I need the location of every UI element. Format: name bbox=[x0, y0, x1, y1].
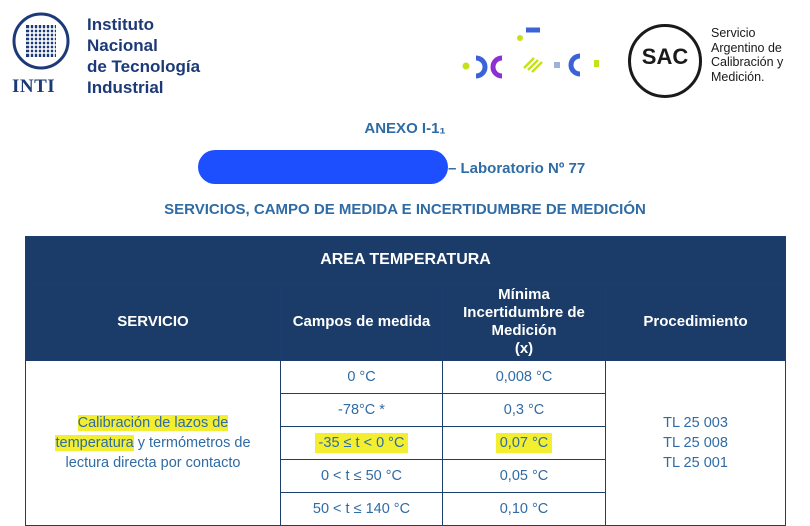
service-text: lectura directa por contacto bbox=[65, 455, 241, 471]
sac-name-line: Argentino de bbox=[711, 40, 782, 55]
inti-emblem-icon bbox=[12, 12, 70, 70]
procedure-code: TL 25 003 bbox=[663, 415, 728, 431]
inti-name-line: Instituto bbox=[87, 15, 155, 34]
header-line: Medición bbox=[491, 322, 557, 339]
column-header-servicio: SERVICIO bbox=[26, 284, 281, 361]
procedure-code: TL 25 001 bbox=[663, 455, 728, 471]
campo-cell: -78°C * bbox=[281, 394, 443, 427]
procedure-code: TL 25 008 bbox=[663, 435, 728, 451]
header-line: Mínima bbox=[498, 286, 550, 303]
campo-cell bbox=[281, 427, 443, 460]
service-description bbox=[26, 361, 281, 526]
center-brand-icon bbox=[462, 22, 604, 84]
column-header-incertidumbre bbox=[443, 284, 606, 361]
header-line: Incertidumbre de bbox=[463, 304, 585, 321]
column-header-procedimiento: Procedimiento bbox=[606, 284, 786, 361]
section-subtitle: SERVICIOS, CAMPO DE MEDIDA E INCERTIDUMBRE DE MEDICIÓN bbox=[164, 201, 646, 218]
incert-cell: 0,008 °C bbox=[443, 361, 606, 394]
highlighted-text: temperatura bbox=[55, 435, 134, 451]
campo-cell: 50 < t ≤ 140 °C bbox=[281, 493, 443, 526]
column-header-campos: Campos de medida bbox=[281, 284, 443, 361]
incert-cell: 0,10 °C bbox=[443, 493, 606, 526]
sac-logo-text: SAC bbox=[641, 44, 689, 69]
incert-cell: 0,05 °C bbox=[443, 460, 606, 493]
campo-cell: 0 °C bbox=[281, 361, 443, 394]
service-text: y termómetros de bbox=[133, 435, 251, 451]
procedures-cell bbox=[606, 361, 786, 526]
highlighted-text: 0,07 °C bbox=[496, 433, 553, 453]
inti-name bbox=[87, 14, 200, 98]
inti-name-line: de Tecnología bbox=[87, 57, 201, 76]
sac-name bbox=[711, 26, 783, 84]
redaction-mark bbox=[198, 150, 448, 184]
sac-name-line: Medición. bbox=[711, 69, 765, 84]
header-line: (x) bbox=[514, 340, 534, 357]
highlighted-text: Calibración de lazos de bbox=[77, 415, 229, 431]
laboratory-label: – Laboratorio Nº 77 bbox=[448, 160, 586, 177]
services-table bbox=[25, 236, 786, 526]
highlighted-text: -35 ≤ t < 0 °C bbox=[315, 433, 409, 453]
area-title: AREA TEMPERATURA bbox=[26, 237, 786, 284]
campo-cell: 0 < t ≤ 50 °C bbox=[281, 460, 443, 493]
inti-name-line: Nacional bbox=[87, 36, 158, 55]
annex-title: ANEXO I-1₁ bbox=[364, 120, 446, 137]
incert-cell bbox=[443, 427, 606, 460]
sac-name-line: Calibración y bbox=[711, 55, 784, 69]
incert-cell: 0,3 °C bbox=[443, 394, 606, 427]
sac-name-line: Servicio bbox=[711, 26, 756, 40]
inti-acronym: INTI bbox=[12, 76, 56, 97]
inti-name-line: Industrial bbox=[87, 78, 164, 97]
